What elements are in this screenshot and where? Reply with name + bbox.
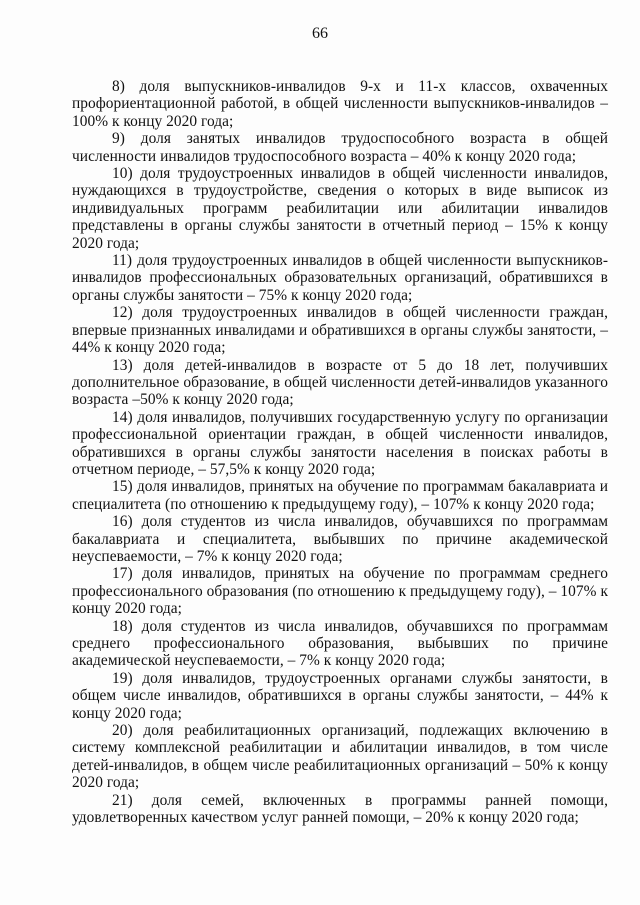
list-item-9: 9) доля занятых инвалидов трудоспособного возраста в общей численности инвалидов трудоспособного возраста – 40% к концу 2020 года; xyxy=(72,130,608,165)
list-item-20: 20) доля реабилитационных организаций, подлежащих включению в систему комплексной реабилитации и абилитации инвалидов, в том числе детей-инвалидов, в общем числе реабилитационных организаций – 50% к концу 2020 года; xyxy=(72,722,608,792)
page-number: 66 xyxy=(312,25,328,42)
list-item-21: 21) доля семей, включенных в программы ранней помощи, удовлетворенных качеством услуг ранней помощи, – 20% к концу 2020 года; xyxy=(72,791,608,827)
list-item-15: 15) доля инвалидов, принятых на обучение по программам бакалавриата и специалитета (по отношению к предыдущему году), – 107% к концу 2020 года; xyxy=(72,478,608,513)
document-body xyxy=(72,78,608,826)
list-item-8: 8) доля выпускников-инвалидов 9-х и 11-х классов, охваченных профориентационной работой, в общей численности выпускников-инвалидов – 100% к концу 2020 года; xyxy=(72,78,608,130)
list-item-11: 11) доля трудоустроенных инвалидов в общей численности выпускников-инвалидов профессиональных образовательных организаций, обратившихся в органы службы занятости – 75% к концу 2020 года; xyxy=(72,252,608,304)
list-item-13: 13) доля детей-инвалидов в возрасте от 5 до 18 лет, получивших дополнительное образование, в общей численности детей-инвалидов указанного возраста –50% к концу 2020 года; xyxy=(72,356,608,409)
list-item-19: 19) доля инвалидов, трудоустроенных органами службы занятости, в общем числе инвалидов, обратившихся в органы службы занятости, – 44% к концу 2020 года; xyxy=(72,669,608,722)
list-item-14: 14) доля инвалидов, получивших государственную услугу по организации профессиональной ориентации граждан, в общей численности инвалидов, обратившихся в органы службы занятости населения в поисках работы в отчетном периоде, – 57,5% к концу 2020 года; xyxy=(72,408,608,478)
list-item-17: 17) доля инвалидов, принятых на обучение по программам среднего профессионального образования (по отношению к предыдущему году), – 107% к концу 2020 года; xyxy=(72,565,608,618)
list-item-16: 16) доля студентов из числа инвалидов, обучавшихся по программам бакалавриата и специалитета, выбывших по причине академической неуспеваемости, – 7% к концу 2020 года; xyxy=(72,513,608,565)
list-item-10: 10) доля трудоустроенных инвалидов в общей численности инвалидов, нуждающихся в трудоустройстве, сведения о которых в виде выписок из индивидуальных программ реабилитации или абилитации инвалидов представлены в органы службы занятости в отчетный период – 15% к концу 2020 года; xyxy=(72,165,608,252)
list-item-12: 12) доля трудоустроенных инвалидов в общей численности граждан, впервые признанных инвалидами и обратившихся в органы службы занятости, – 44% к концу 2020 года; xyxy=(72,304,608,357)
list-item-18: 18) доля студентов из числа инвалидов, обучавшихся по программам среднего профессионального образования, выбывших по причине академической неуспеваемости, – 7% к концу 2020 года; xyxy=(72,617,608,670)
